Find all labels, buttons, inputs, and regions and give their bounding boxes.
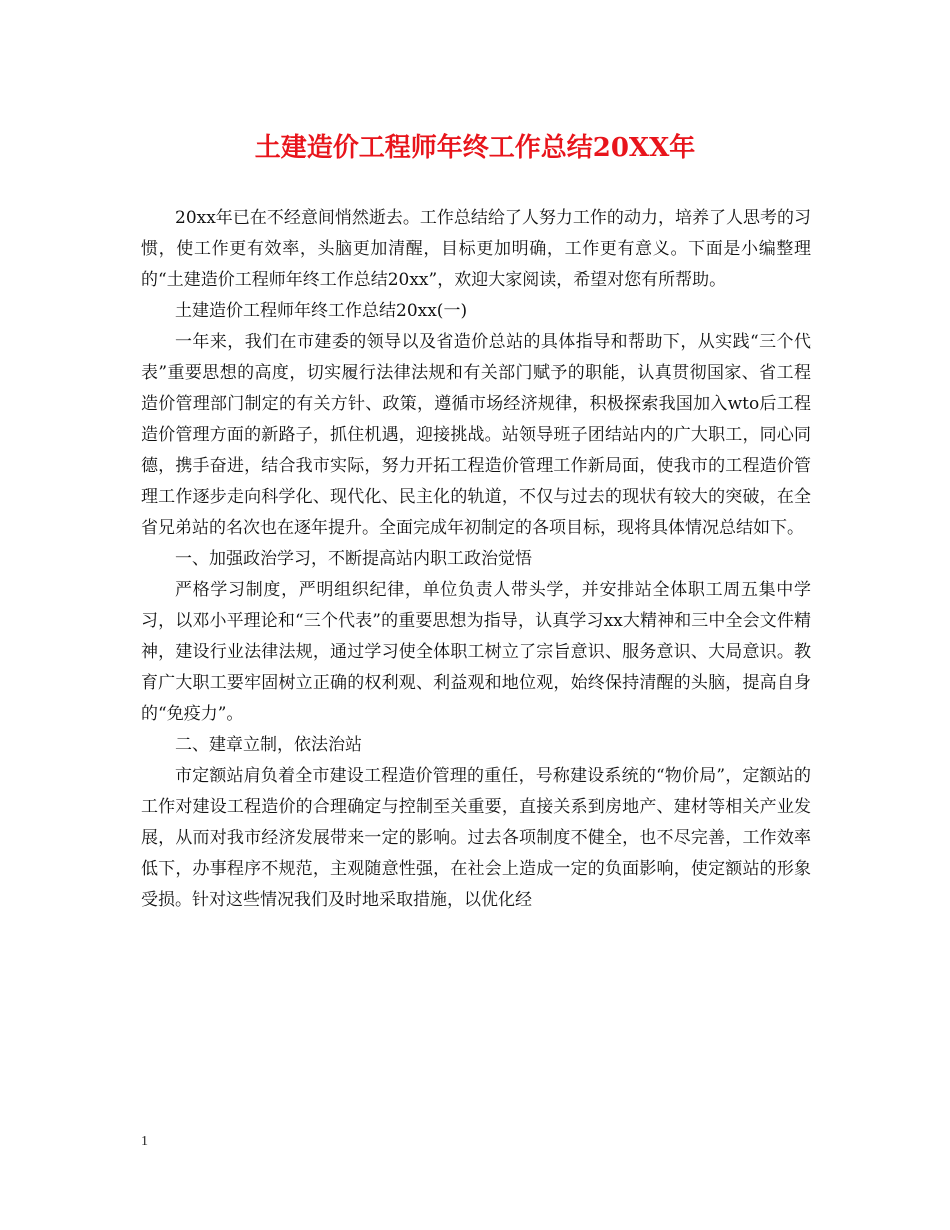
section-heading-two: 二、建章立制，依法治站 [175, 735, 362, 755]
paragraph-subtitle: 土建造价工程师年终工作总结20xx(一) [175, 301, 468, 321]
section-heading-one: 一、加强政治学习，不断提高站内职工政治觉悟 [175, 549, 532, 569]
paragraph-rules: 市定额站肩负着全市建设工程造价管理的重任，号称建设系统的“物价局”，定额站的工作对建设工程造价的合理确定与控制至关重要，直接关系到房地产、建材等相关产业发展，从而对我市经济发展带来一定的影响。过去各项制度不健全，也不尽完善，工作效率低下，办事程序不规范，主观随意性强，在社会上造成一定的负面影响，使定额站的形象受损。针对这些情况我们及时地采取措施，以优化经 [141, 766, 811, 910]
paragraph-study: 严格学习制度，严明组织纪律，单位负责人带头学，并安排站全体职工周五集中学习，以邓小平理论和“三个代表”的重要思想为指导，认真学习xx大精神和三中全会文件精神，建设行业法律法规，通过学习使全体职工树立了宗旨意识、服务意识、大局意识。教育广大职工要牢固树立正确的权利观、利益观和地位观，始终保持清醒的头脑，提高自身的“免疫力”。 [141, 580, 811, 724]
page-title: 土建造价工程师年终工作总结20XX年 [254, 133, 696, 163]
paragraph-intro: 20xx年已在不经意间悄然逝去。工作总结给了人努力工作的动力，培养了人思考的习惯，使工作更有效率，头脑更加清醒，目标更加明确，工作更有意义。下面是小编整理的“土建造价工程师年终工作总结20xx”，欢迎大家阅读，希望对您有所帮助。 [141, 208, 811, 290]
paragraph-overview: 一年来，我们在市建委的领导以及省造价总站的具体指导和帮助下，从实践“三个代表”重要思想的高度，切实履行法律法规和有关部门赋予的职能，认真贯彻国家、省工程造价管理部门制定的有关方针、政策，遵循市场经济规律，积极探索我国加入wto后工程造价管理方面的新路子，抓住机遇，迎接挑战。站领导班子团结站内的广大职工，同心同德，携手奋进，结合我市实际，努力开拓工程造价管理工作新局面，使我市的工程造价管理工作逐步走向科学化、现代化、民主化的轨道，不仅与过去的现状有较大的突破，在全省兄弟站的名次也在逐年提升。全面完成年初制定的各项目标，现将具体情况总结如下。 [141, 332, 811, 538]
page-number: 1 [141, 1134, 148, 1149]
document-body [141, 203, 811, 916]
